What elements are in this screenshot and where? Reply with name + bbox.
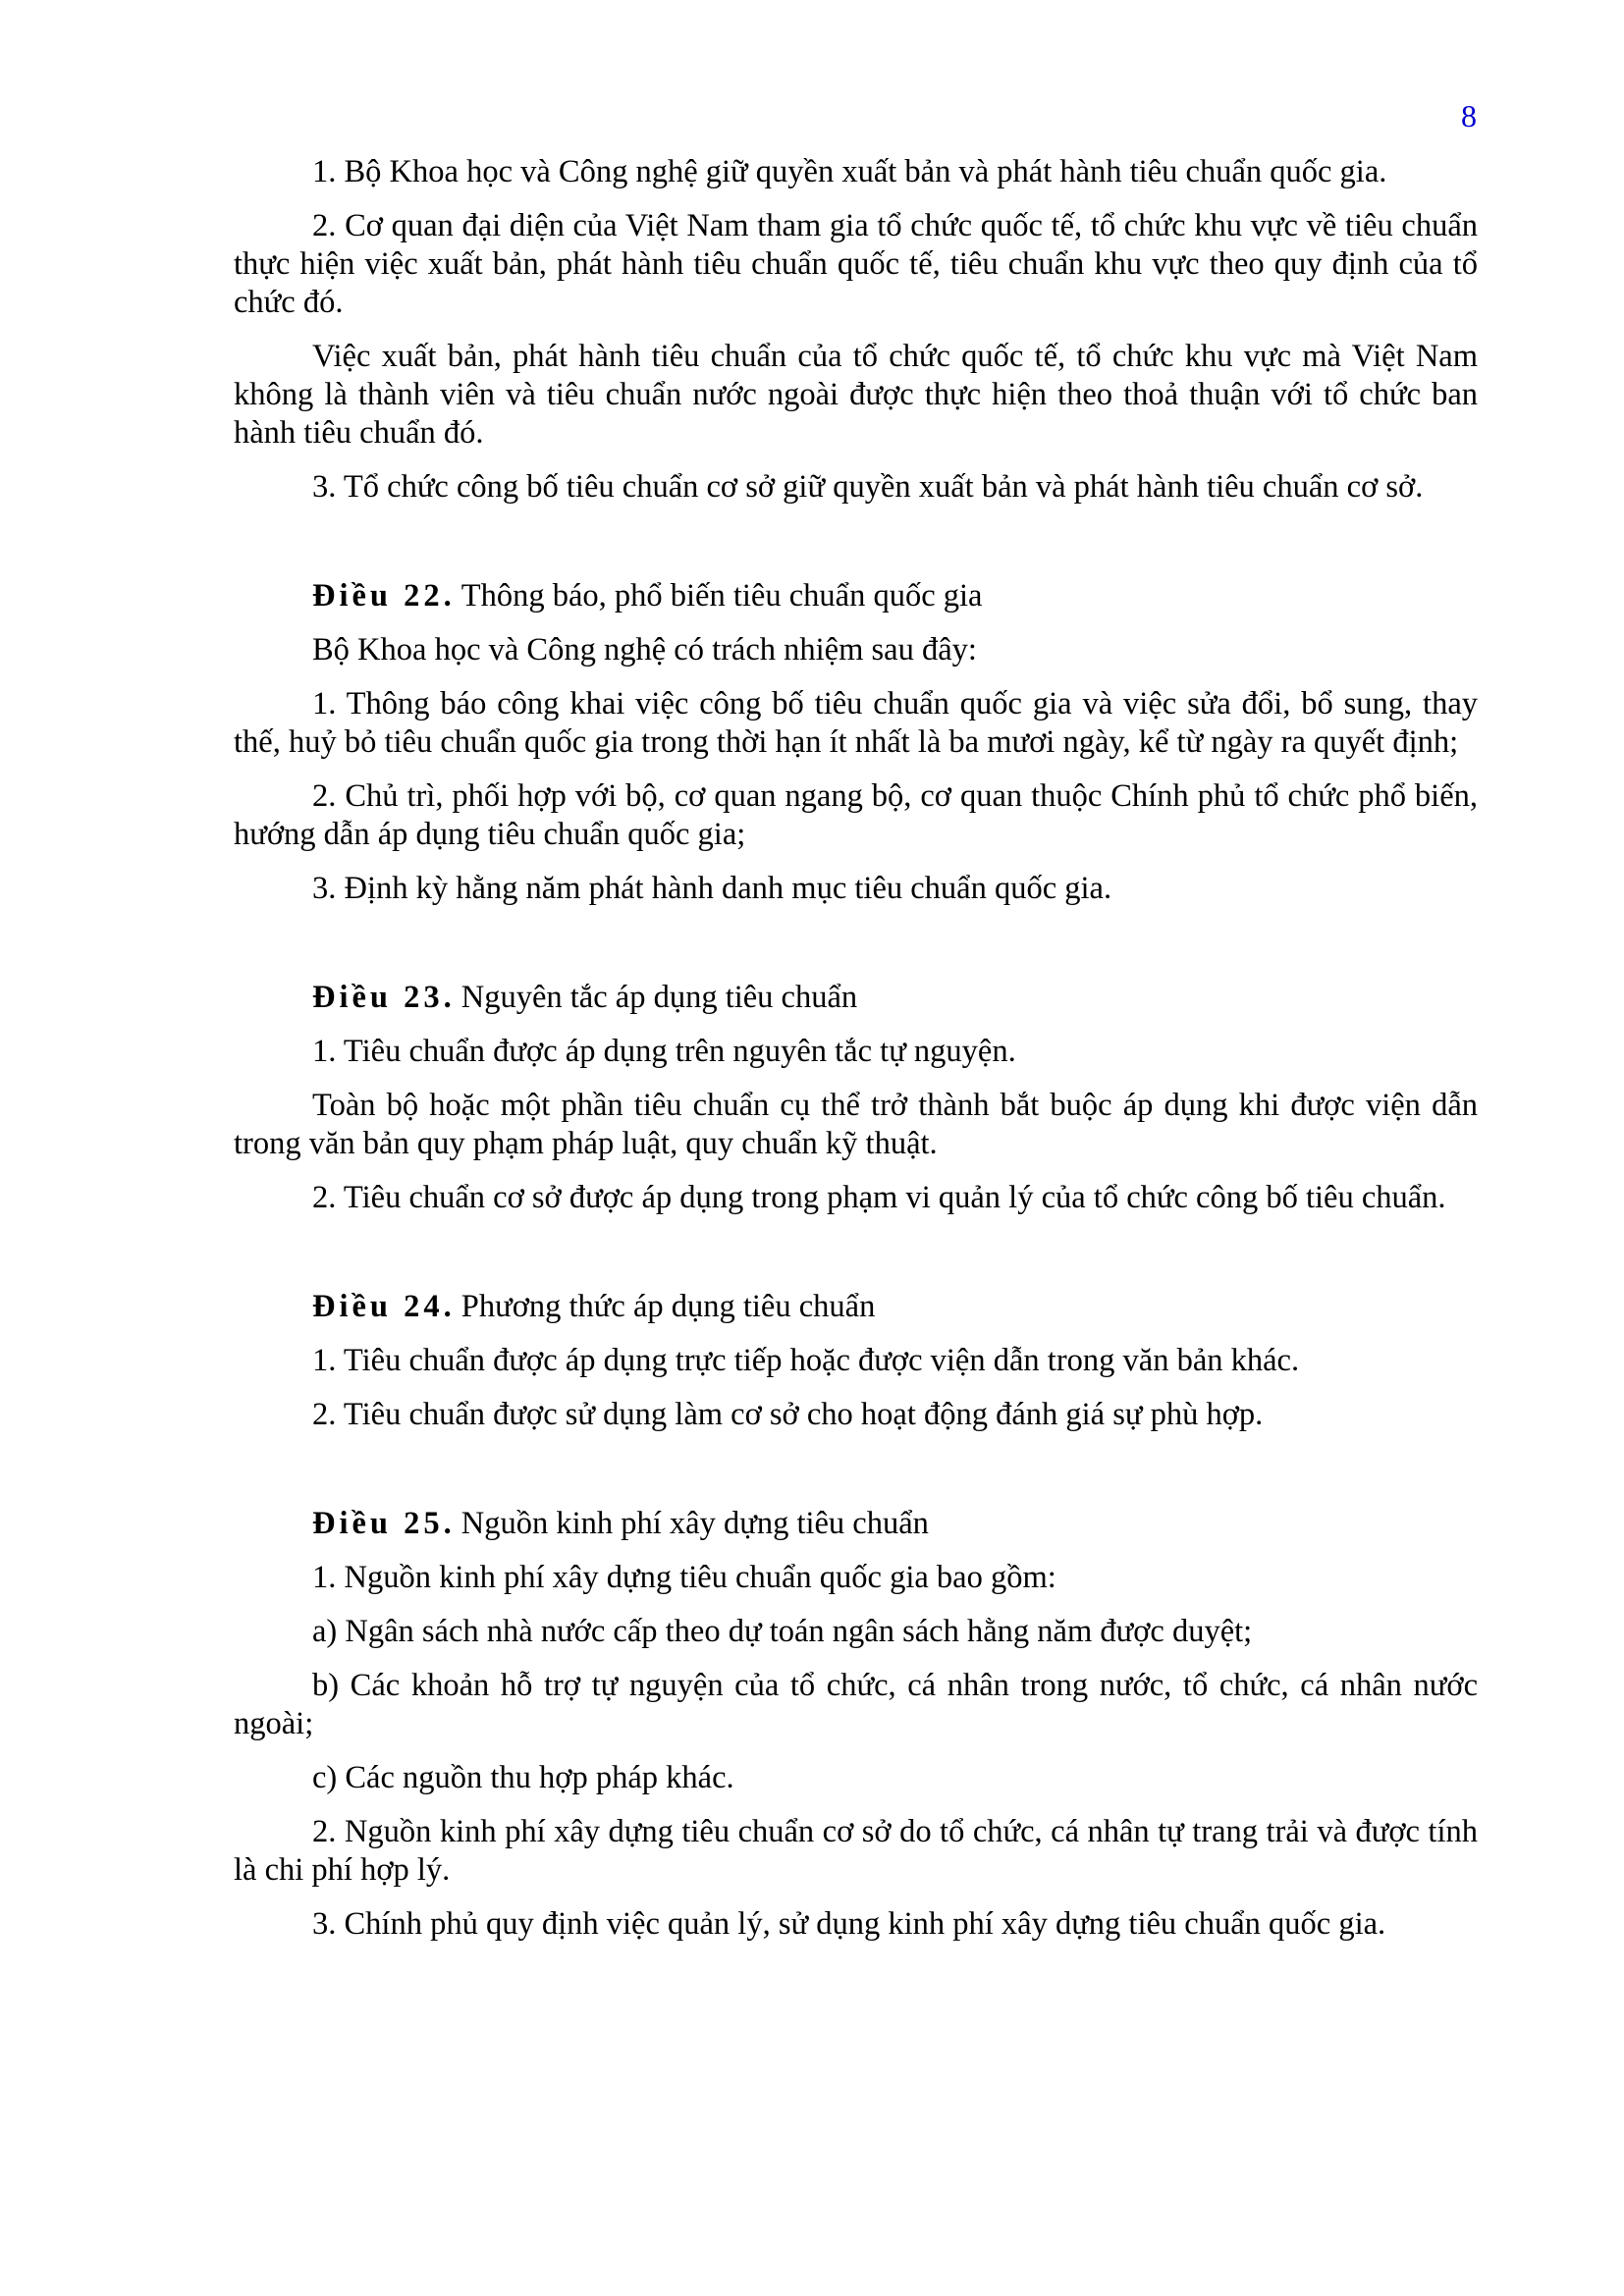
paragraph: 1. Nguồn kinh phí xây dựng tiêu chuẩn quốc gia bao gồm: [312, 1560, 1056, 1595]
document-body [234, 153, 1478, 1959]
article-heading [234, 1505, 1478, 1543]
article-25 [234, 1505, 1478, 1944]
article-label: Điều 24. [312, 1289, 456, 1324]
paragraph: 3. Định kỳ hằng năm phát hành danh mục tiêu chuẩn quốc gia. [312, 871, 1112, 906]
paragraph: a) Ngân sách nhà nước cấp theo dự toán ngân sách hằng năm được duyệt; [312, 1614, 1253, 1649]
paragraph: 1. Thông báo công khai việc công bố tiêu chuẩn quốc gia và việc sửa đổi, bổ sung, thay thế, huỷ bỏ tiêu chuẩn quốc gia trong thời hạn ít nhất là ba mươi ngày, kể từ ngày ra quyết định; [234, 686, 1478, 760]
page-number: 8 [1461, 98, 1477, 133]
article-title: Thông báo, phổ biến tiêu chuẩn quốc gia [460, 578, 983, 614]
article-heading [234, 577, 1478, 615]
article-23 [234, 979, 1478, 1217]
article-heading [234, 1288, 1478, 1326]
paragraph: Toàn bộ hoặc một phần tiêu chuẩn cụ thể trở thành bắt buộc áp dụng khi được viện dẫn trong văn bản quy phạm pháp luật, quy chuẩn kỹ thuật. [234, 1088, 1478, 1161]
paragraph: 1. Tiêu chuẩn được áp dụng trực tiếp hoặc được viện dẫn trong văn bản khác. [312, 1343, 1300, 1378]
article-title: Nguồn kinh phí xây dựng tiêu chuẩn [460, 1506, 929, 1541]
paragraph: 3. Tổ chức công bố tiêu chuẩn cơ sở giữ quyền xuất bản và phát hành tiêu chuẩn cơ sở. [312, 469, 1424, 505]
paragraph: b) Các khoản hỗ trợ tự nguyện của tổ chức, cá nhân trong nước, tổ chức, cá nhân nước ngoài; [234, 1668, 1478, 1741]
paragraph: 2. Tiêu chuẩn cơ sở được áp dụng trong phạm vi quản lý của tổ chức công bố tiêu chuẩn. [312, 1180, 1446, 1215]
article-24 [234, 1288, 1478, 1434]
paragraph: 2. Cơ quan đại diện của Việt Nam tham gia tổ chức quốc tế, tổ chức khu vực về tiêu chuẩn thực hiện việc xuất bản, phát hành tiêu chuẩn quốc tế, tiêu chuẩn khu vực theo quy định của tổ chức đó. [234, 208, 1478, 320]
article-title: Nguyên tắc áp dụng tiêu chuẩn [460, 980, 858, 1015]
paragraph: Bộ Khoa học và Công nghệ có trách nhiệm sau đây: [312, 632, 977, 667]
article-label: Điều 25. [312, 1506, 456, 1541]
paragraph: 2. Chủ trì, phối hợp với bộ, cơ quan ngang bộ, cơ quan thuộc Chính phủ tổ chức phổ biến, hướng dẫn áp dụng tiêu chuẩn quốc gia; [234, 778, 1478, 852]
article-title: Phương thức áp dụng tiêu chuẩn [460, 1289, 876, 1324]
paragraph: 1. Tiêu chuẩn được áp dụng trên nguyên tắc tự nguyện. [312, 1034, 1016, 1069]
paragraph: 2. Nguồn kinh phí xây dựng tiêu chuẩn cơ sở do tổ chức, cá nhân tự trang trải và được tính là chi phí hợp lý. [234, 1814, 1478, 1888]
article-label: Điều 22. [312, 578, 456, 614]
paragraph: 2. Tiêu chuẩn được sử dụng làm cơ sở cho hoạt động đánh giá sự phù hợp. [312, 1397, 1264, 1432]
article-22 [234, 577, 1478, 908]
paragraph: 1. Bộ Khoa học và Công nghệ giữ quyền xuất bản và phát hành tiêu chuẩn quốc gia. [312, 154, 1387, 189]
paragraph: Việc xuất bản, phát hành tiêu chuẩn của tổ chức quốc tế, tổ chức khu vực mà Việt Nam không là thành viên và tiêu chuẩn nước ngoài được thực hiện theo thoả thuận với tổ chức ban hành tiêu chuẩn đó. [234, 339, 1478, 451]
article-label: Điều 23. [312, 980, 456, 1015]
paragraph: c) Các nguồn thu hợp pháp khác. [312, 1760, 734, 1795]
article-heading [234, 979, 1478, 1017]
paragraph: 3. Chính phủ quy định việc quản lý, sử dụng kinh phí xây dựng tiêu chuẩn quốc gia. [312, 1906, 1386, 1942]
